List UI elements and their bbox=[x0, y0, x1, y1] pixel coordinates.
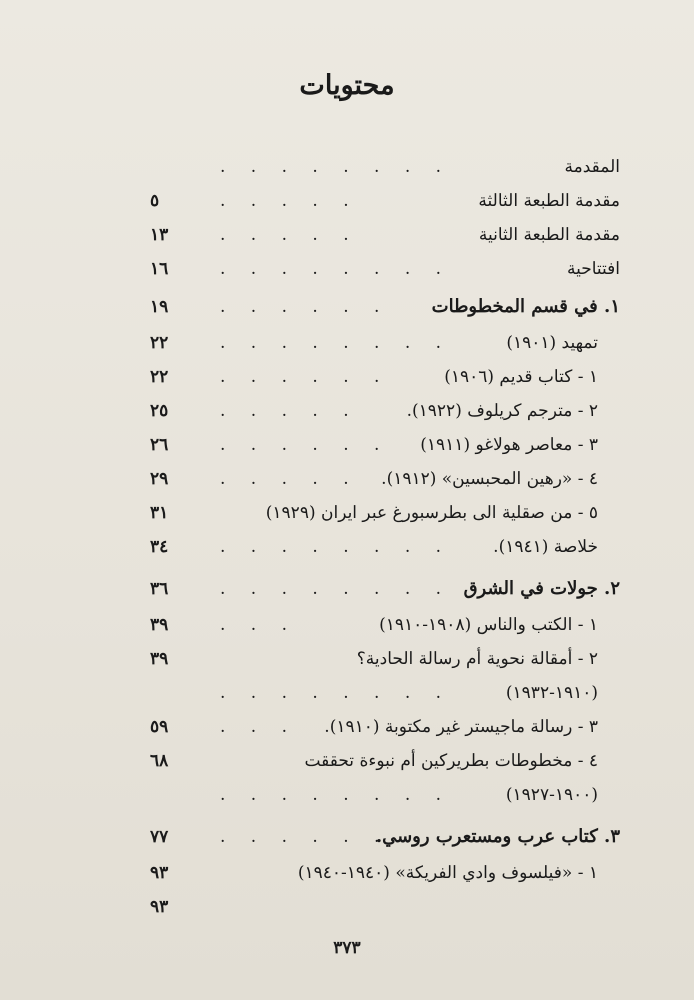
toc-entry-page: ٢٩ bbox=[150, 469, 169, 489]
leader-dots: . . . bbox=[220, 615, 298, 635]
toc-entry-title: ٥ - من صقلية الى بطرسبورغ عبر ايران (١٩٢٩) bbox=[265, 503, 598, 523]
toc-entry-title: خلاصة (١٩٤١). bbox=[493, 537, 598, 557]
toc-entry bbox=[150, 778, 620, 812]
toc-entry-title: ١ - الكتب والناس (١٩٠٨-١٩١٠) bbox=[379, 615, 598, 635]
toc-entry-page: ٣٩ bbox=[150, 615, 169, 635]
toc-entry-title: (١٩٠٠-١٩٢٧) bbox=[505, 785, 598, 805]
leader-dots: . . . . . bbox=[220, 469, 359, 489]
toc-entry-title: ٣ - معاصر هولاغو (١٩١١) bbox=[420, 435, 598, 455]
toc-entry-title: ٤ - «رهين المحبسين» (١٩١٢). bbox=[381, 469, 598, 489]
toc-entry-page: ٥٩ bbox=[150, 717, 169, 737]
leader-dots: . . . . . bbox=[220, 225, 359, 245]
leader-dots: . . . bbox=[220, 717, 298, 737]
toc-entry-page: ٢٢ bbox=[150, 367, 169, 387]
toc-entry-page: ١٦ bbox=[150, 259, 169, 279]
leader-dots: . . . . . . bbox=[220, 435, 390, 455]
toc-entry bbox=[150, 218, 620, 252]
toc-chapter bbox=[150, 572, 620, 606]
leader-dots: . . . . . . . . bbox=[220, 785, 452, 805]
toc-chapter-title: ٣. كتاب عرب ومستعرب روسي. bbox=[375, 826, 620, 847]
toc-entry-title: ٣ - رسالة ماجيستر غير مكتوبة (١٩١٠). bbox=[324, 717, 598, 737]
toc-entry-title: ١ - «فيلسوف وادي الفريكة» (١٩٤٠-١٩٤٠) bbox=[297, 863, 598, 883]
toc-entry bbox=[150, 608, 620, 642]
leader-dots: . . . . . . bbox=[220, 297, 390, 317]
toc-entry bbox=[150, 252, 620, 286]
toc-entry bbox=[150, 326, 620, 360]
leader-dots: . . . . . . . . bbox=[220, 333, 452, 353]
toc-entry-page: ٦٨ bbox=[150, 751, 169, 771]
toc-entry-page: ١٩ bbox=[150, 297, 169, 317]
toc-entry bbox=[150, 642, 620, 676]
toc-chapter bbox=[150, 820, 620, 854]
toc-entry-page: ١٣ bbox=[150, 225, 169, 245]
toc-entry-page: ٧٧ bbox=[150, 827, 169, 847]
leader-dots: . . . . . . . . bbox=[220, 157, 452, 177]
toc-entry bbox=[150, 710, 620, 744]
toc-chapter bbox=[150, 290, 620, 324]
toc-entry bbox=[150, 428, 620, 462]
leader-dots: . . . . . . . . bbox=[220, 537, 452, 557]
toc-entry-page: ٥ bbox=[150, 191, 160, 211]
page-title: محتويات bbox=[299, 70, 395, 101]
toc-entry-page: ٣٤ bbox=[150, 537, 169, 557]
leader-dots: . . . . . bbox=[220, 191, 359, 211]
toc-entry-title: ٢ - مترجم كريلوف (١٩٢٢). bbox=[406, 401, 598, 421]
toc-entry-title: ٤ - مخطوطات بطريركين أم نبوءة تحققت bbox=[304, 751, 598, 771]
page-number: ٣٧٣ bbox=[333, 938, 361, 958]
leader-dots: . . . . . bbox=[220, 401, 359, 421]
toc-entry-page: ٩٣ bbox=[150, 863, 169, 883]
toc-entry-title: افتتاحية bbox=[566, 259, 620, 279]
toc-entry bbox=[150, 150, 620, 184]
toc-chapter-title: ٢. جولات في الشرق bbox=[463, 578, 620, 599]
toc-entry-title: مقدمة الطبعة الثالثة bbox=[478, 191, 620, 211]
toc-entry-page: ٣٩ bbox=[150, 649, 169, 669]
leader-dots: . . . . . . bbox=[220, 827, 390, 847]
toc-entry-title: ٢ - أمقالة نحوية أم رسالة الحادية؟ bbox=[356, 649, 598, 669]
toc-entry bbox=[150, 360, 620, 394]
toc-entry bbox=[150, 856, 620, 890]
toc-entry bbox=[150, 394, 620, 428]
toc-entry bbox=[150, 676, 620, 710]
toc-entry bbox=[150, 744, 620, 778]
toc-entry bbox=[150, 184, 620, 218]
toc-entry-page: ٣٦ bbox=[150, 579, 169, 599]
leader-dots: . . . . . . bbox=[220, 367, 390, 387]
toc-entry bbox=[150, 530, 620, 564]
toc-entry-title: مقدمة الطبعة الثانية bbox=[478, 225, 620, 245]
toc-entry-page: ٢٢ bbox=[150, 333, 169, 353]
toc-entry-page: ٩٣ bbox=[150, 897, 169, 917]
toc-entry bbox=[150, 890, 620, 924]
leader-dots: . . . . . . . . bbox=[220, 259, 452, 279]
toc-entry-title: ١ - كتاب قديم (١٩٠٦) bbox=[444, 367, 598, 387]
toc-chapter-title: ١. في قسم المخطوطات bbox=[431, 296, 620, 317]
leader-dots: . . . . . . . . bbox=[220, 683, 452, 703]
toc-entry-page: ٢٥ bbox=[150, 401, 169, 421]
toc-entry-title: تمهيد (١٩٠١) bbox=[506, 333, 598, 353]
toc-entry bbox=[150, 462, 620, 496]
toc-entry-title: (١٩١٠-١٩٣٢) bbox=[505, 683, 598, 703]
toc-entry-page: ٣١ bbox=[150, 503, 169, 523]
toc-entry-title: المقدمة bbox=[564, 157, 620, 177]
toc-entry bbox=[150, 496, 620, 530]
toc-entry-page: ٢٦ bbox=[150, 435, 169, 455]
leader-dots: . . . . . . . . bbox=[220, 579, 452, 599]
